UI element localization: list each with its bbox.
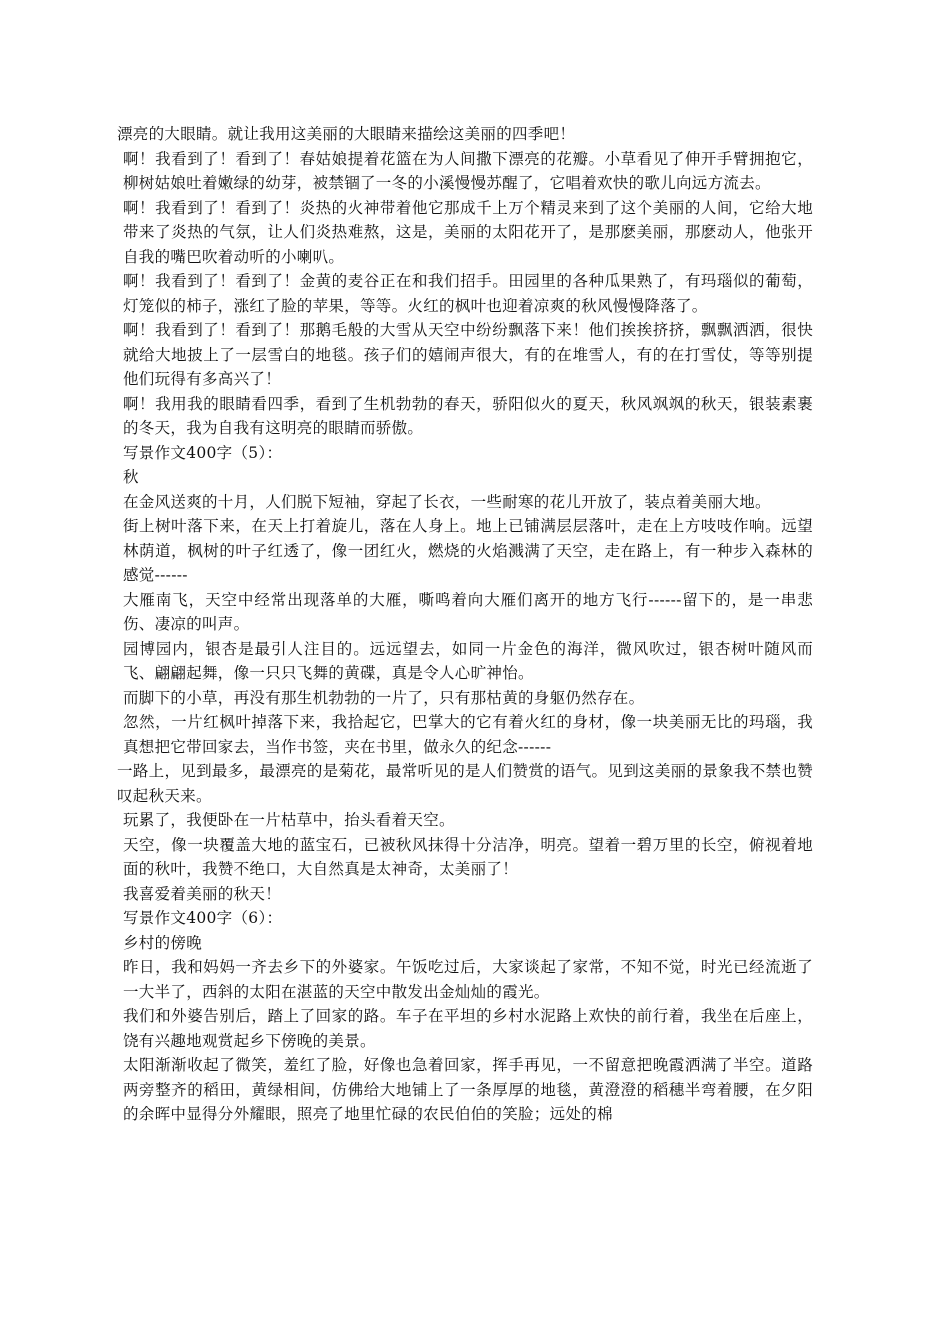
paragraph: 一路上，见到最多，最漂亮的是菊花，最常听见的是人们赞赏的语气。见到这美丽的景象我不禁也赞叹起秋天来。: [117, 762, 813, 805]
paragraph: 我们和外婆告别后，踏上了回家的路。车子在平坦的乡村水泥路上欢快的前行着，我坐在后座上，饶有兴趣地观赏起乡下傍晚的美景。: [123, 1007, 813, 1050]
paragraph: 大雁南飞，天空中经常出现落单的大雁，嘶鸣着向大雁们离开的地方飞行------留下的，是一串悲伤、凄凉的叫声。: [123, 590, 813, 633]
paragraph: 秋: [123, 468, 139, 486]
document-page: [117, 122, 813, 1127]
paragraph: 园博园内，银杏是最引人注目的。远远望去，如同一片金色的海洋，微风吹过，银杏树叶随风而飞、翩翩起舞，像一只只飞舞的黄碟，真是令人心旷神怡。: [123, 639, 813, 682]
paragraph: 玩累了，我便卧在一片枯草中，抬头看着天空。: [123, 811, 455, 829]
paragraph: 啊！我看到了！看到了！炎热的火神带着他它那成千上万个精灵来到了这个美丽的人间，它给大地带来了炎热的气氛，让人们炎热难熬，这是，美丽的太阳花开了，是那麽美丽，那麽动人，他张开自我的嘴巴吹着动听的小喇叭。: [123, 198, 813, 266]
paragraph: 天空，像一块覆盖大地的蓝宝石，已被秋风抹得十分洁净，明亮。望着一碧万里的长空，俯视着地面的秋叶，我赞不绝口，大自然真是太神奇，太美丽了！: [123, 835, 813, 878]
paragraph: 啊！我看到了！看到了！金黄的麦谷正在和我们招手。田园里的各种瓜果熟了，有玛瑙似的葡萄，灯笼似的柿子，涨红了脸的苹果，等等。火红的枫叶也迎着凉爽的秋风慢慢降落了。: [123, 272, 813, 315]
paragraph: 街上树叶落下来，在天上打着旋儿，落在人身上。地上已铺满层层落叶，走在上方吱吱作响。远望林荫道，枫树的叶子红透了，像一团红火，燃烧的火焰溅满了天空，走在路上，有一种步入森林的感觉------: [123, 517, 813, 584]
paragraph: 啊！我看到了！看到了！春姑娘提着花篮在为人间撒下漂亮的花瓣。小草看见了伸开手臂拥抱它，柳树姑娘吐着嫩绿的幼芽，被禁锢了一冬的小溪慢慢苏醒了，它唱着欢快的歌儿向远方流去。: [123, 149, 813, 192]
paragraph: 我喜爱着美丽的秋天！: [123, 884, 282, 903]
paragraph: 写景作文400字（6）：: [123, 909, 283, 927]
paragraph: 乡村的傍晚: [123, 933, 203, 952]
paragraph: 忽然，一片红枫叶掉落下来，我拾起它，巴掌大的它有着火红的身材，像一块美丽无比的玛瑙，我真想把它带回家去，当作书签，夹在书里，做永久的纪念------: [123, 713, 813, 756]
paragraph: 而脚下的小草，再没有那生机勃勃的一片了，只有那枯黄的身躯仍然存在。: [123, 688, 645, 707]
paragraph: 啊！我用我的眼睛看四季，看到了生机勃勃的春天，骄阳似火的夏天，秋风飒飒的秋天，银装素裹的冬天，我为自我有这明亮的眼睛而骄傲。: [123, 394, 813, 437]
paragraph: 太阳渐渐收起了微笑，羞红了脸，好像也急着回家，挥手再见，一不留意把晚霞洒满了半空。道路两旁整齐的稻田，黄绿相间，仿佛给大地铺上了一条厚厚的地毯，黄澄澄的稻穗半弯着腰，在夕阳的余晖中显得分外耀眼，照亮了地里忙碌的农民伯伯的笑脸；远处的棉: [123, 1056, 813, 1123]
paragraph: 在金风送爽的十月，人们脱下短袖，穿起了长衣，一些耐寒的花儿开放了，装点着美丽大地。: [123, 492, 771, 511]
paragraph: 啊！我看到了！看到了！那鹅毛般的大雪从天空中纷纷飘落下来！他们挨挨挤挤，飘飘洒洒，很快就给大地披上了一层雪白的地毯。孩子们的嬉闹声很大，有的在堆雪人，有的在打雪仗，等等别提他们玩得有多高兴了！: [123, 321, 813, 388]
paragraph: 昨日，我和妈妈一齐去乡下的外婆家。午饭吃过后，大家谈起了家常，不知不觉，时光已经流逝了一大半了，西斜的太阳在湛蓝的天空中散发出金灿灿的霞光。: [123, 958, 813, 1001]
paragraph: 漂亮的大眼睛。就让我用这美丽的大眼睛来描绘这美丽的四季吧！: [117, 125, 576, 143]
paragraph: 写景作文400字（5）：: [123, 443, 283, 462]
